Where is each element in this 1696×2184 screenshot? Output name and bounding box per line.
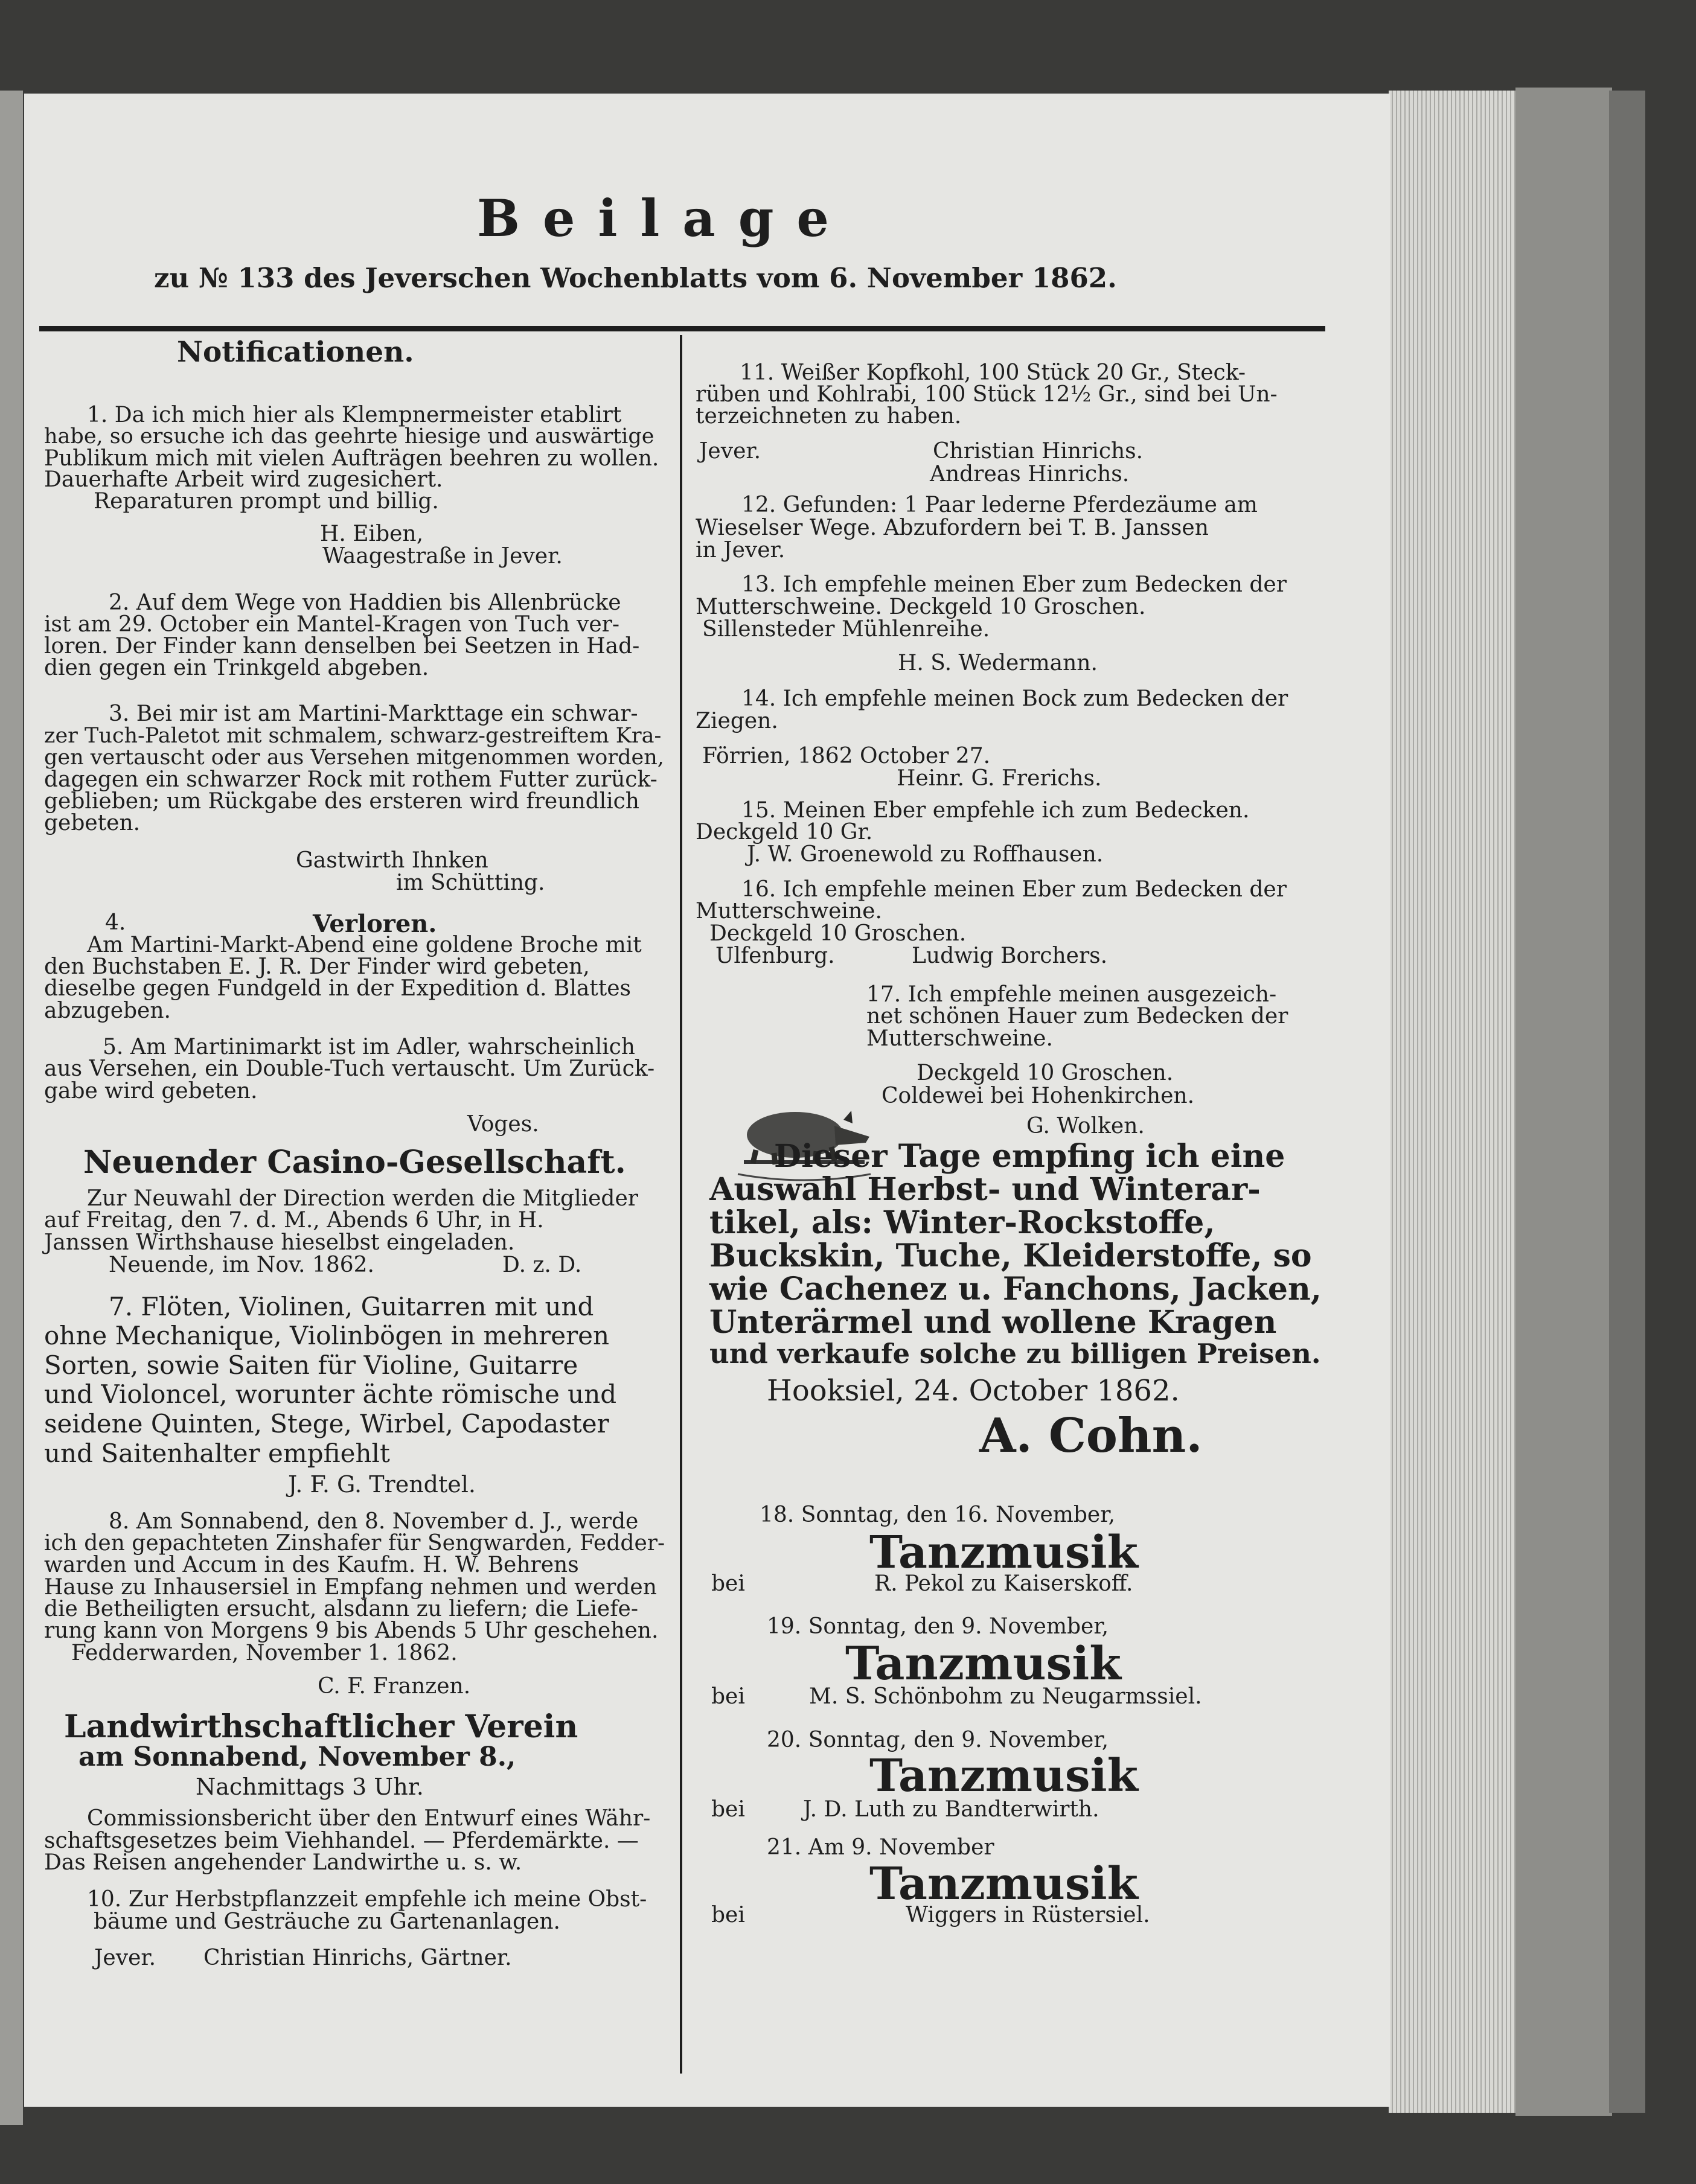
right-column-line-7: 12. Gefunden: 1 Paar lederne Pferdezäume am bbox=[741, 493, 1258, 517]
right-column-line-30: Coldewei bei Hohenkirchen. bbox=[882, 1084, 1195, 1108]
left-column-line-3: habe, so ersuche ich das geehrte hiesige und auswärtige bbox=[44, 424, 654, 449]
left-column-line-47: Hause zu Inhausersiel in Empfang nehmen und werden bbox=[44, 1575, 657, 1600]
right-column-line-11: Mutterschweine. Deckgeld 10 Groschen. bbox=[696, 595, 1146, 619]
left-column-line-7: H. Eiben, bbox=[320, 522, 424, 546]
left-column-line-56: schaftsgesetzes beim Viehhandel. — Pferdemärkte. — bbox=[44, 1828, 639, 1853]
left-column-line-30: Voges. bbox=[467, 1112, 539, 1137]
right-column-line-53: 21. Am 9. November bbox=[767, 1835, 994, 1860]
right-column-line-45: 19. Sonntag, den 9. November, bbox=[767, 1614, 1109, 1639]
right-column-line-49: 20. Sonntag, den 9. November, bbox=[767, 1728, 1109, 1752]
left-column-line-22: Verloren. bbox=[313, 910, 437, 938]
right-column-line-23: Deckgeld 10 Groschen. bbox=[709, 921, 967, 946]
right-column-line-16: Förrien, 1862 October 27. bbox=[702, 744, 991, 768]
right-column-line-33: Auswahl Herbst- und Winterar- bbox=[709, 1171, 1261, 1208]
left-column-line-34: Janssen Wirthshause hieselbst eingeladen. bbox=[44, 1230, 515, 1255]
left-column-line-9: 2. Auf dem Wege von Haddien bis Allenbrücke bbox=[109, 590, 621, 615]
left-column-line-50: Fedderwarden, November 1. 1862. bbox=[71, 1641, 458, 1665]
left-column-line-13: 3. Bei mir ist am Martini-Markttage ein schwar- bbox=[109, 701, 638, 726]
right-column-line-31: G. Wolken. bbox=[1026, 1114, 1145, 1138]
right-column-line-25: Ludwig Borchers. bbox=[912, 944, 1108, 968]
left-column-line-4: Publikum mich mit vielen Aufträgen beehren zu wollen. bbox=[44, 446, 659, 471]
right-column-line-51: bei bbox=[711, 1797, 745, 1822]
column-divider bbox=[680, 335, 682, 2074]
right-column-line-42: Tanzmusik bbox=[869, 1527, 1138, 1579]
right-column-line-22: Mutterschweine. bbox=[696, 899, 882, 924]
right-column-line-10: 13. Ich empfehle meinen Eber zum Bedecken der bbox=[741, 572, 1287, 597]
left-column-line-60: Jever. bbox=[94, 1946, 156, 1970]
page-subtitle: zu № 133 des Jeverschen Wochenblatts vom 6. November 1862. bbox=[154, 262, 1117, 294]
right-column-line-15: Ziegen. bbox=[696, 709, 778, 733]
left-column-line-44: 8. Am Sonnabend, den 8. November d. J., werde bbox=[109, 1509, 639, 1534]
left-column-line-19: Gastwirth Ihnken bbox=[296, 848, 488, 873]
left-column-line-46: warden und Accum in des Kaufm. H. W. Behrens bbox=[44, 1553, 579, 1577]
left-column-line-11: loren. Der Finder kann denselben bei Seetzen in Had- bbox=[44, 634, 640, 659]
right-column-line-3: terzeichneten zu haben. bbox=[696, 404, 962, 429]
left-column-line-12: dien gegen ein Trinkgeld abgeben. bbox=[44, 656, 429, 680]
left-column-line-18: gebeten. bbox=[44, 811, 141, 835]
right-column-line-19: Deckgeld 10 Gr. bbox=[696, 820, 873, 845]
left-column-line-14: zer Tuch-Paletot mit schmalem, schwarz-gestreiftem Kra- bbox=[44, 724, 662, 748]
left-column-line-2: 1. Da ich mich hier als Klempnermeister etablirt bbox=[87, 403, 622, 427]
right-column-line-54: Tanzmusik bbox=[869, 1858, 1138, 1910]
right-column-line-56: Wiggers in Rüstersiel. bbox=[906, 1903, 1150, 1927]
right-column-line-43: bei bbox=[711, 1571, 745, 1596]
left-column-line-16: dagegen ein schwarzer Rock mit rothem Futter zurück- bbox=[44, 767, 658, 792]
right-column-line-28: Mutterschweine. bbox=[866, 1026, 1053, 1051]
right-column-line-29: Deckgeld 10 Groschen. bbox=[917, 1061, 1174, 1085]
left-column-line-31: Neuender Casino-Gesellschaft. bbox=[83, 1144, 626, 1181]
right-column-line-41: 18. Sonntag, den 16. November, bbox=[760, 1502, 1115, 1527]
left-column-line-17: geblieben; um Rückgabe des ersteren wird freundlich bbox=[44, 789, 639, 814]
left-column-line-42: und Saitenhalter empfiehlt bbox=[44, 1438, 390, 1468]
right-column-line-20: J. W. Groenewold zu Roffhausen. bbox=[747, 842, 1104, 867]
left-column-line-45: ich den gepachteten Zinshafer für Sengwarden, Fedder- bbox=[44, 1531, 665, 1556]
right-column-line-44: R. Pekol zu Kaiserskoff. bbox=[874, 1571, 1133, 1596]
left-column-line-43: J. F. G. Trendtel. bbox=[288, 1471, 476, 1498]
right-column-line-21: 16. Ich empfehle meinen Eber zum Bedecken der bbox=[741, 877, 1287, 902]
right-column-line-27: net schönen Hauer zum Bedecken der bbox=[866, 1004, 1288, 1029]
right-column-line-47: bei bbox=[711, 1684, 745, 1709]
left-column-line-6: Reparaturen prompt und billig. bbox=[94, 489, 439, 514]
right-column-line-5: Christian Hinrichs. bbox=[933, 439, 1144, 464]
right-column-line-24: Ulfenburg. bbox=[715, 944, 835, 968]
right-column-line-32: Dieser Tage empfing ich eine bbox=[774, 1138, 1285, 1175]
left-column-line-52: Landwirthschaftlicher Verein bbox=[64, 1708, 578, 1745]
right-column-line-4: Jever. bbox=[699, 439, 761, 464]
book-cover-edge bbox=[1515, 88, 1612, 2116]
right-column-line-55: bei bbox=[711, 1903, 745, 1927]
left-column-line-36: D. z. D. bbox=[502, 1253, 582, 1277]
right-column-line-8: Wieselser Wege. Abzufordern bei T. B. Janssen bbox=[696, 516, 1209, 540]
left-column-line-59: bäume und Gesträuche zu Gartenanlagen. bbox=[94, 1909, 560, 1934]
right-column-line-1: 11. Weißer Kopfkohl, 100 Stück 20 Gr., Steck- bbox=[740, 360, 1246, 385]
left-column-line-26: abzugeben. bbox=[44, 998, 171, 1023]
left-column-line-21: 4. bbox=[105, 910, 126, 935]
right-column-line-40: A. Cohn. bbox=[979, 1408, 1203, 1463]
left-column-line-20: im Schütting. bbox=[396, 870, 545, 895]
right-column-line-39: Hooksiel, 24. October 1862. bbox=[767, 1374, 1180, 1408]
right-column-line-17: Heinr. G. Frerichs. bbox=[897, 766, 1102, 791]
right-column-line-48: M. S. Schönbohm zu Neugarmssiel. bbox=[809, 1684, 1202, 1709]
left-column-line-37: 7. Flöten, Violinen, Guitarren mit und bbox=[109, 1292, 594, 1321]
book-spine bbox=[1609, 91, 1645, 2113]
right-column-line-37: Unterärmel und wollene Kragen bbox=[709, 1304, 1277, 1341]
left-column-line-54: Nachmittags 3 Uhr. bbox=[196, 1774, 424, 1800]
left-column-line-51: C. F. Franzen. bbox=[318, 1674, 471, 1699]
left-column-line-41: seidene Quinten, Stege, Wirbel, Capodaster bbox=[44, 1409, 609, 1438]
right-column-line-13: H. S. Wedermann. bbox=[898, 651, 1098, 675]
right-column-line-2: rüben und Kohlrabi, 100 Stück 12½ Gr., sind bei Un- bbox=[696, 382, 1278, 407]
right-column-line-38: und verkaufe solche zu billigen Preisen. bbox=[709, 1338, 1321, 1370]
left-column-line-55: Commissionsbericht über den Entwurf eines Währ- bbox=[87, 1806, 651, 1831]
right-column-line-26: 17. Ich empfehle meinen ausgezeich- bbox=[866, 982, 1277, 1007]
left-column-line-24: den Buchstaben E. J. R. Der Finder wird gebeten, bbox=[44, 954, 590, 979]
right-column-line-35: Buckskin, Tuche, Kleiderstoffe, so bbox=[709, 1237, 1312, 1274]
right-column-line-36: wie Cachenez u. Fanchons, Jacken, bbox=[709, 1271, 1322, 1308]
left-column-line-5: Dauerhafte Arbeit wird zugesichert. bbox=[44, 467, 443, 492]
left-column-line-23: Am Martini-Markt-Abend eine goldene Broche mit bbox=[87, 933, 642, 957]
header-rule bbox=[39, 326, 1325, 331]
page-title: Beilage bbox=[477, 188, 852, 248]
right-column-line-50: Tanzmusik bbox=[869, 1750, 1138, 1802]
right-column-line-12: Sillensteder Mühlenreihe. bbox=[702, 617, 990, 642]
left-column-line-1: Notificationen. bbox=[177, 336, 414, 369]
right-column-line-46: Tanzmusik bbox=[845, 1636, 1121, 1690]
left-column-line-25: dieselbe gegen Fundgeld in der Expedition d. Blattes bbox=[44, 976, 632, 1001]
previous-page-edge bbox=[0, 91, 23, 2125]
left-column-line-53: am Sonnabend, November 8., bbox=[78, 1742, 516, 1772]
left-column-line-40: und Violoncel, worunter ächte römische und bbox=[44, 1379, 617, 1409]
newspaper-page bbox=[24, 94, 1390, 2107]
left-column-line-32: Zur Neuwahl der Direction werden die Mitglieder bbox=[87, 1186, 638, 1211]
left-column-line-15: gen vertauscht oder aus Versehen mitgenommen worden, bbox=[44, 746, 664, 770]
right-column-line-14: 14. Ich empfehle meinen Bock zum Bedecken der bbox=[741, 686, 1288, 711]
left-column-line-29: gabe wird gebeten. bbox=[44, 1079, 258, 1103]
left-column-line-49: rung kann von Morgens 9 bis Abends 5 Uhr geschehen. bbox=[44, 1618, 659, 1643]
left-column-line-8: Waagestraße in Jever. bbox=[322, 544, 563, 569]
right-column-line-52: J. D. Luth zu Bandterwirth. bbox=[803, 1797, 1099, 1822]
left-column-line-38: ohne Mechanique, Violinbögen in mehreren bbox=[44, 1321, 610, 1350]
right-column-line-9: in Jever. bbox=[696, 538, 786, 563]
left-column-line-57: Das Reisen angehender Landwirthe u. s. w. bbox=[44, 1850, 522, 1875]
left-column-line-10: ist am 29. October ein Mantel-Kragen von Tuch ver- bbox=[44, 612, 620, 637]
right-column-line-18: 15. Meinen Eber empfehle ich zum Bedecken. bbox=[741, 798, 1250, 823]
left-column-line-27: 5. Am Martinimarkt ist im Adler, wahrscheinlich bbox=[103, 1035, 635, 1059]
page-stack-edges bbox=[1389, 91, 1522, 2113]
left-column-line-33: auf Freitag, den 7. d. M., Abends 6 Uhr, in H. bbox=[44, 1208, 544, 1233]
right-column-line-6: Andreas Hinrichs. bbox=[930, 462, 1130, 487]
right-column-line-34: tikel, als: Winter-Rockstoffe, bbox=[709, 1204, 1215, 1241]
left-column-line-61: Christian Hinrichs, Gärtner. bbox=[203, 1946, 512, 1970]
left-column-line-35: Neuende, im Nov. 1862. bbox=[109, 1253, 374, 1277]
left-column-line-39: Sorten, sowie Saiten für Violine, Guitarre bbox=[44, 1350, 578, 1380]
left-column-line-48: die Betheiligten ersucht, alsdann zu liefern; die Liefe- bbox=[44, 1597, 639, 1621]
left-column-line-58: 10. Zur Herbstpflanzzeit empfehle ich meine Obst- bbox=[87, 1887, 647, 1912]
left-column-line-28: aus Versehen, ein Double-Tuch vertauscht. Um Zurück- bbox=[44, 1056, 655, 1081]
